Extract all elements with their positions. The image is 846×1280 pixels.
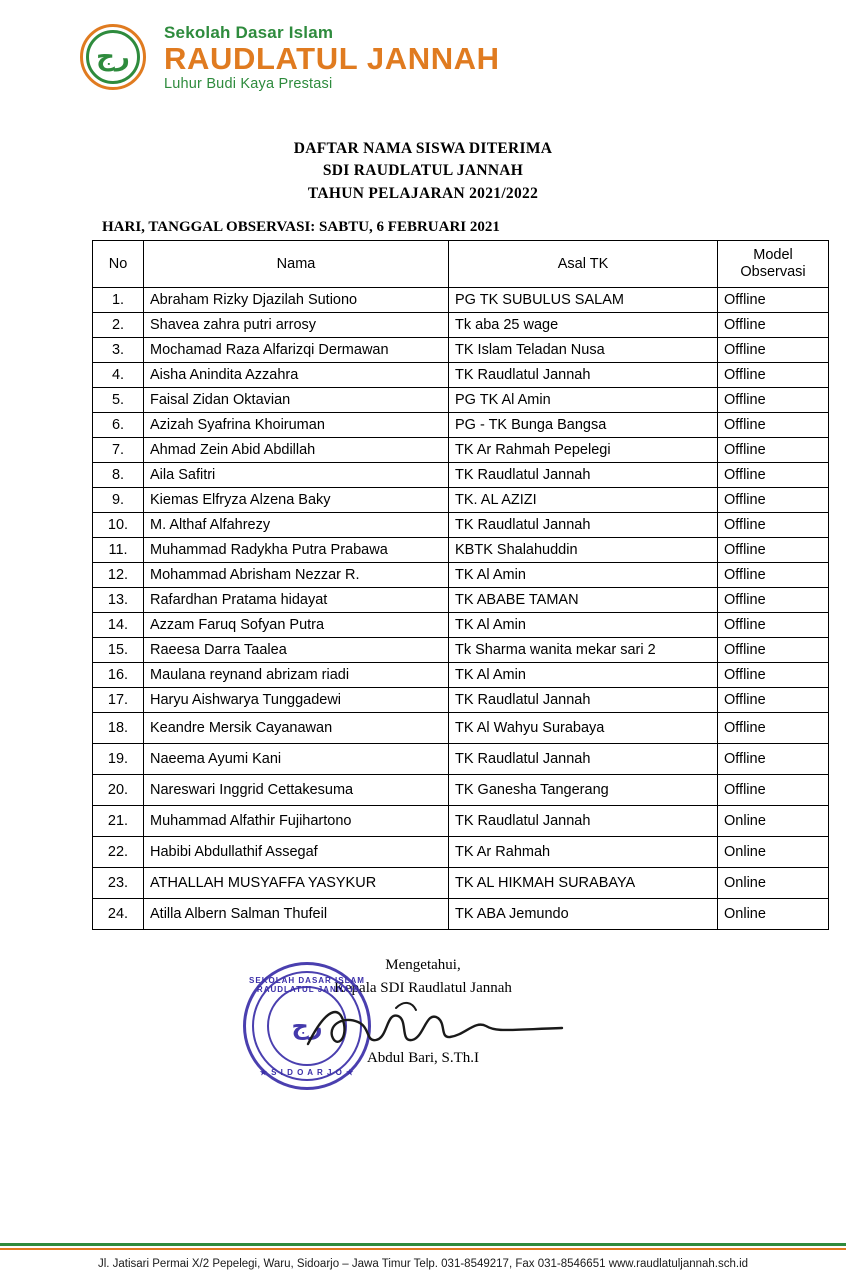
cell-model-observasi: Offline — [718, 538, 829, 563]
cell-no: 15. — [93, 638, 144, 663]
cell-no: 14. — [93, 613, 144, 638]
cell-nama: Raeesa Darra Taalea — [144, 638, 449, 663]
cell-nama: Naeema Ayumi Kani — [144, 744, 449, 775]
table-row — [93, 837, 829, 868]
cell-nama: Aisha Anindita Azzahra — [144, 363, 449, 388]
cell-model-observasi: Online — [718, 868, 829, 899]
table-row — [93, 899, 829, 930]
cell-no: 18. — [93, 713, 144, 744]
cell-asal-tk: TK Ganesha Tangerang — [449, 775, 718, 806]
cell-nama: Rafardhan Pratama hidayat — [144, 588, 449, 613]
page-title-line-1: DAFTAR NAMA SISWA DITERIMA — [293, 140, 553, 157]
cell-model-observasi: Offline — [718, 563, 829, 588]
cell-nama: Habibi Abdullathif Assegaf — [144, 837, 449, 868]
cell-asal-tk: TK Raudlatul Jannah — [449, 513, 718, 538]
table-row — [93, 613, 829, 638]
table-row — [93, 713, 829, 744]
cell-asal-tk: TK Ar Rahmah — [449, 837, 718, 868]
table-header-row — [93, 241, 829, 288]
page-title — [0, 138, 846, 205]
header-model-line-1: Model — [753, 247, 793, 264]
cell-asal-tk: TK Al Amin — [449, 663, 718, 688]
table-row — [93, 638, 829, 663]
cell-model-observasi: Offline — [718, 438, 829, 463]
cell-asal-tk: TK Raudlatul Jannah — [449, 688, 718, 713]
cell-model-observasi: Offline — [718, 713, 829, 744]
header-model-observasi — [718, 241, 829, 288]
cell-model-observasi: Offline — [718, 413, 829, 438]
footer — [0, 1238, 846, 1280]
stamp-top-text: SEKOLAH DASAR ISLAM RAUDLATUL JANNAH — [249, 976, 365, 994]
cell-model-observasi: Offline — [718, 388, 829, 413]
table-row — [93, 806, 829, 837]
cell-asal-tk: TK Al Amin — [449, 613, 718, 638]
table-row — [93, 338, 829, 363]
cell-asal-tk: TK Raudlatul Jannah — [449, 463, 718, 488]
cell-nama: M. Althaf Alfahrezy — [144, 513, 449, 538]
cell-model-observasi: Online — [718, 899, 829, 930]
table-row — [93, 438, 829, 463]
cell-nama: Maulana reynand abrizam riadi — [144, 663, 449, 688]
cell-model-observasi: Offline — [718, 775, 829, 806]
cell-nama: Faisal Zidan Oktavian — [144, 388, 449, 413]
cell-no: 2. — [93, 313, 144, 338]
cell-asal-tk: TK. AL AZIZI — [449, 488, 718, 513]
footer-rule-green — [0, 1243, 846, 1246]
table-row — [93, 513, 829, 538]
cell-nama: Haryu Aishwarya Tunggadewi — [144, 688, 449, 713]
cell-no: 12. — [93, 563, 144, 588]
cell-model-observasi: Offline — [718, 513, 829, 538]
table-row — [93, 463, 829, 488]
cell-model-observasi: Offline — [718, 338, 829, 363]
cell-model-observasi: Offline — [718, 613, 829, 638]
cell-no: 4. — [93, 363, 144, 388]
stamp-bottom-text: ★ S I D O A R J O ★ — [259, 1068, 355, 1077]
cell-no: 13. — [93, 588, 144, 613]
cell-asal-tk: Tk aba 25 wage — [449, 313, 718, 338]
header-asal-tk: Asal TK — [449, 241, 718, 288]
cell-no: 1. — [93, 288, 144, 313]
cell-no: 11. — [93, 538, 144, 563]
cell-asal-tk: TK Al Amin — [449, 563, 718, 588]
cell-asal-tk: TK Islam Teladan Nusa — [449, 338, 718, 363]
table-row — [93, 688, 829, 713]
signature-mengetahui: Mengetahui, — [385, 957, 461, 973]
cell-nama: Mohammad Abrisham Nezzar R. — [144, 563, 449, 588]
footer-address-text: Jl. Jatisari Permai X/2 Pepelegi, Waru, Sidoarjo – Jawa Timur Telp. 031-8549217, Fax 031-8546651 www.raudlatuljannah.sch.id — [97, 1258, 749, 1270]
cell-no: 23. — [93, 868, 144, 899]
table-row — [93, 868, 829, 899]
header-nama: Nama — [144, 241, 449, 288]
cell-asal-tk: PG - TK Bunga Bangsa — [449, 413, 718, 438]
stamp-glyph: رج — [291, 1012, 323, 1040]
cell-nama: Atilla Albern Salman Thufeil — [144, 899, 449, 930]
observation-date-line: HARI, TANGGAL OBSERVASI: SABTU, 6 FEBRUARI 2021 — [102, 219, 500, 235]
cell-model-observasi: Offline — [718, 588, 829, 613]
cell-model-observasi: Online — [718, 837, 829, 868]
cell-no: 20. — [93, 775, 144, 806]
cell-asal-tk: PG TK Al Amin — [449, 388, 718, 413]
footer-rule-orange — [0, 1248, 846, 1250]
students-table-wrap — [92, 240, 806, 930]
cell-model-observasi: Offline — [718, 488, 829, 513]
cell-no: 8. — [93, 463, 144, 488]
cell-model-observasi: Offline — [718, 288, 829, 313]
cell-no: 5. — [93, 388, 144, 413]
cell-nama: Shavea zahra putri arrosy — [144, 313, 449, 338]
cell-no: 6. — [93, 413, 144, 438]
signature-name: Abdul Bari, S.Th.I — [366, 1050, 480, 1066]
cell-asal-tk: TK Raudlatul Jannah — [449, 806, 718, 837]
page-title-line-2: SDI RAUDLATUL JANNAH — [322, 162, 524, 180]
cell-asal-tk: TK AL HIKMAH SURABAYA — [449, 868, 718, 899]
cell-nama: Mochamad Raza Alfarizqi Dermawan — [144, 338, 449, 363]
table-row — [93, 388, 829, 413]
cell-model-observasi: Offline — [718, 313, 829, 338]
students-table — [92, 240, 829, 930]
table-row — [93, 588, 829, 613]
cell-nama: Ahmad Zein Abid Abdillah — [144, 438, 449, 463]
header-model-line-2: Observasi — [740, 264, 806, 280]
cell-asal-tk: TK Ar Rahmah Pepelegi — [449, 438, 718, 463]
cell-nama: Muhammad Alfathir Fujihartono — [144, 806, 449, 837]
letterhead-line-3: Luhur Budi Kaya Prestasi — [164, 75, 333, 92]
cell-nama: Keandre Mersik Cayanawan — [144, 713, 449, 744]
letterhead-line-2: RAUDLATUL JANNAH — [164, 41, 500, 77]
cell-no: 3. — [93, 338, 144, 363]
table-row — [93, 413, 829, 438]
table-row — [93, 775, 829, 806]
cell-asal-tk: TK Raudlatul Jannah — [449, 363, 718, 388]
cell-asal-tk: PG TK SUBULUS SALAM — [449, 288, 718, 313]
school-logo-icon — [78, 22, 150, 94]
table-row — [93, 563, 829, 588]
letterhead-text — [164, 24, 500, 92]
cell-no: 16. — [93, 663, 144, 688]
table-row — [93, 488, 829, 513]
table-row — [93, 313, 829, 338]
cell-no: 10. — [93, 513, 144, 538]
letterhead-line-1: Sekolah Dasar Islam — [164, 23, 334, 43]
cell-model-observasi: Offline — [718, 744, 829, 775]
cell-no: 7. — [93, 438, 144, 463]
cell-asal-tk: TK ABA Jemundo — [449, 899, 718, 930]
cell-asal-tk: TK Raudlatul Jannah — [449, 744, 718, 775]
cell-nama: Muhammad Radykha Putra Prabawa — [144, 538, 449, 563]
cell-nama: Abraham Rizky Djazilah Sutiono — [144, 288, 449, 313]
table-header — [93, 241, 829, 288]
cell-no: 24. — [93, 899, 144, 930]
cell-model-observasi: Offline — [718, 688, 829, 713]
cell-no: 17. — [93, 688, 144, 713]
cell-nama: Aila Safitri — [144, 463, 449, 488]
cell-model-observasi: Online — [718, 806, 829, 837]
table-row — [93, 538, 829, 563]
cell-no: 9. — [93, 488, 144, 513]
cell-asal-tk: TK Al Wahyu Surabaya — [449, 713, 718, 744]
cell-nama: Kiemas Elfryza Alzena Baky — [144, 488, 449, 513]
table-row — [93, 288, 829, 313]
cell-nama: Azizah Syafrina Khoiruman — [144, 413, 449, 438]
cell-model-observasi: Offline — [718, 663, 829, 688]
cell-nama: Nareswari Inggrid Cettakesuma — [144, 775, 449, 806]
cell-nama: Azzam Faruq Sofyan Putra — [144, 613, 449, 638]
table-body — [93, 288, 829, 930]
table-row — [93, 663, 829, 688]
cell-model-observasi: Offline — [718, 638, 829, 663]
cell-asal-tk: KBTK Shalahuddin — [449, 538, 718, 563]
letterhead — [78, 22, 500, 94]
cell-no: 19. — [93, 744, 144, 775]
signature-jabatan: Kepala SDI Raudlatul Jannah — [334, 979, 512, 996]
cell-model-observasi: Offline — [718, 363, 829, 388]
cell-no: 22. — [93, 837, 144, 868]
logo-arabic-glyph: رج — [96, 42, 130, 72]
page-title-line-3: TAHUN PELAJARAN 2021/2022 — [307, 184, 539, 202]
cell-model-observasi: Offline — [718, 463, 829, 488]
cell-asal-tk: TK ABABE TAMAN — [449, 588, 718, 613]
table-row — [93, 744, 829, 775]
cell-nama: ATHALLAH MUSYAFFA YASYKUR — [144, 868, 449, 899]
table-row — [93, 363, 829, 388]
cell-asal-tk: Tk Sharma wanita mekar sari 2 — [449, 638, 718, 663]
header-no: No — [93, 241, 144, 288]
cell-no: 21. — [93, 806, 144, 837]
